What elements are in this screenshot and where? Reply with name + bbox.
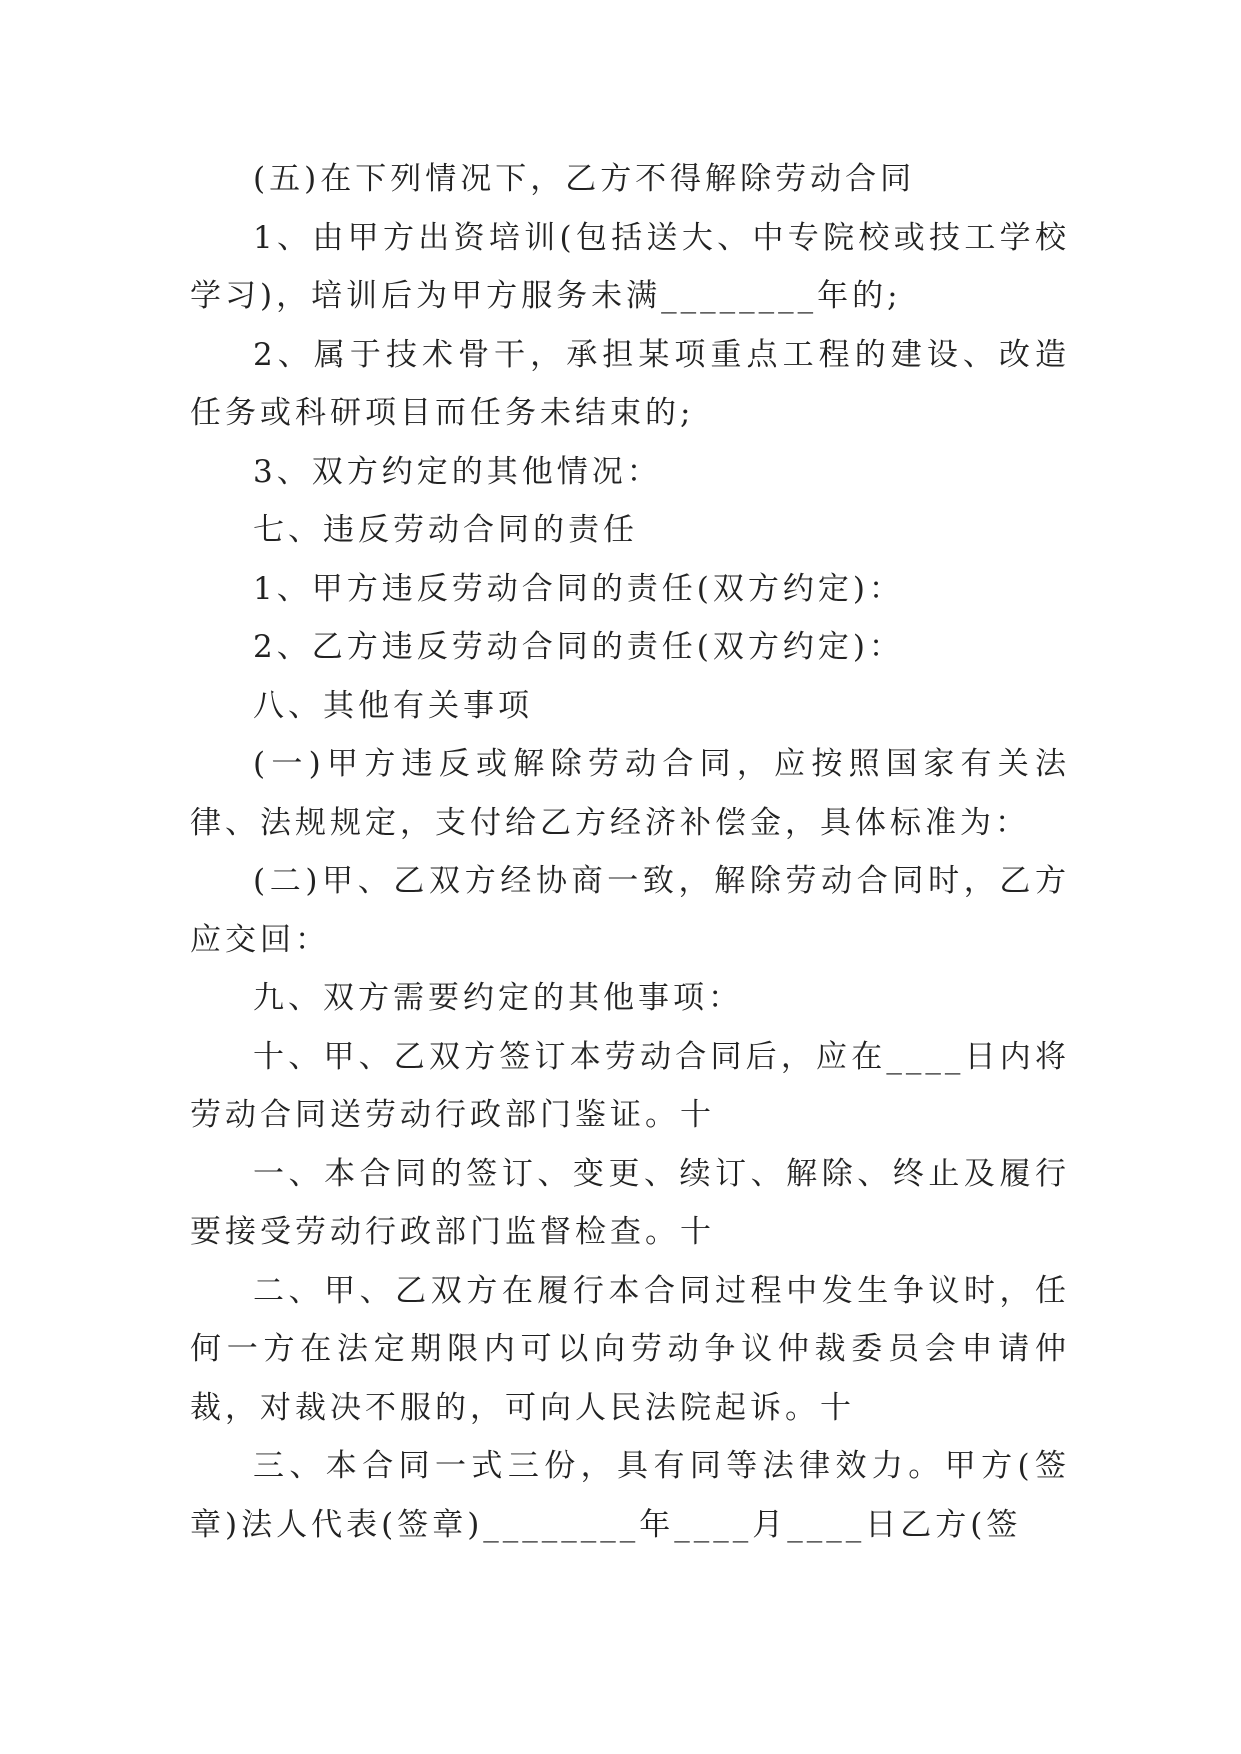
paragraph-clause-5-item-3: 3、双方约定的其他情况： (253, 453, 662, 490)
paragraph-section-12: 二、甲、乙双方在履行本合同过程中发生争议时，任何一方在法定期限内可以向劳动争议仲裁委员会申请仲裁，对裁决不服的，可向人民法院起诉。十 (190, 1272, 1070, 1426)
paragraph-section-8-item-2: (二)甲、乙双方经协商一致，解除劳动合同时，乙方应交回： (190, 863, 1070, 958)
document-body (190, 150, 1070, 1554)
paragraph-clause-5-item-1: 1、由甲方出资培训(包括送大、中专院校或技工学校学习)，培训后为甲方服务未满________年的; (190, 219, 1070, 314)
section-heading-8: 八、其他有关事项 (253, 687, 533, 724)
paragraph-section-13-signature: 三、本合同一式三份，具有同等法律效力。甲方(签章)法人代表(签章)________年____月____日乙方(签 (190, 1448, 1070, 1543)
section-heading-9: 九、双方需要约定的其他事项： (253, 980, 743, 1016)
paragraph-section-11: 一、本合同的签订、变更、续订、解除、终止及履行要接受劳动行政部门监督检查。十 (190, 1155, 1070, 1250)
paragraph-section-10: 十、甲、乙双方签订本劳动合同后，应在____日内将劳动合同送劳动行政部门鉴证。十 (190, 1038, 1070, 1133)
paragraph-section-8-item-1: (一)甲方违反或解除劳动合同，应按照国家有关法律、法规规定，支付给乙方经济补偿金，具体标准为： (190, 746, 1070, 841)
paragraph-section-7-item-2: 2、乙方违反劳动合同的责任(双方约定)： (253, 629, 904, 665)
paragraph-clause-5-heading: (五)在下列情况下，乙方不得解除劳动合同 (253, 161, 916, 197)
section-heading-7: 七、违反劳动合同的责任 (253, 512, 638, 548)
paragraph-section-7-item-1: 1、甲方违反劳动合同的责任(双方约定)： (253, 570, 904, 607)
paragraph-clause-5-item-2: 2、属于技术骨干，承担某项重点工程的建设、改造任务或科研项目而任务未结束的; (190, 336, 1070, 431)
